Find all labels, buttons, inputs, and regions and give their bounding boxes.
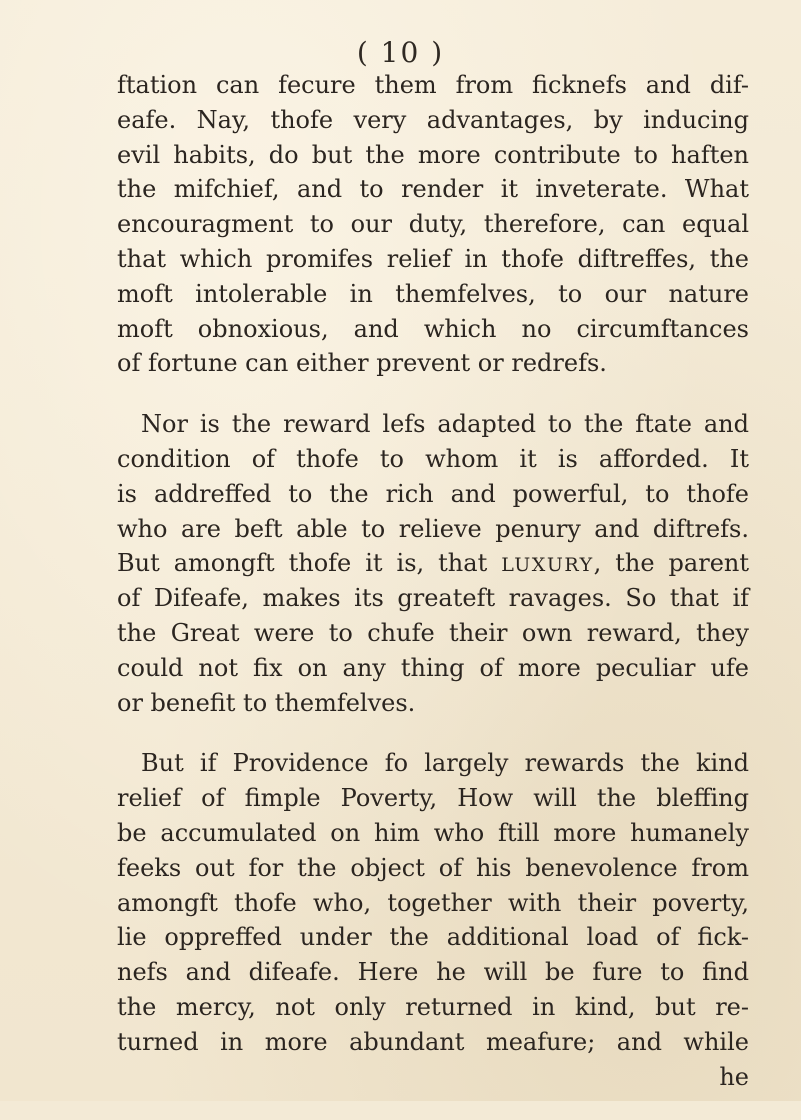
text-line: be accumulated on him who ftill more humanely — [117, 818, 749, 847]
text-line: But amongft thofe it is, that LUXURY, the parent — [117, 549, 749, 578]
text-line: amongft thofe who, together with their poverty, — [117, 888, 749, 917]
text-line: Nor is the reward lefs adapted to the ftate and — [141, 410, 749, 439]
paragraph-2 — [117, 407, 749, 720]
text-line: moft obnoxious, and which no circumftances — [117, 314, 749, 343]
text-line: lie oppreffed under the additional load of fick- — [117, 923, 749, 952]
page-number: ( 10 ) — [356, 36, 445, 69]
text-line: But if Providence fo largely rewards the kind — [141, 749, 749, 778]
text-line: feeks out for the object of his benevolence from — [117, 853, 749, 882]
catchword: he — [719, 1062, 749, 1091]
text-line: condition of thofe to whom it is afforded. It — [117, 444, 749, 473]
text-line: that which promifes relief in thofe diftreffes, the — [117, 244, 749, 273]
paragraph-3 — [117, 746, 749, 1094]
text-line: turned in more abundant meafure; and while — [117, 1027, 749, 1056]
text-line: nefs and difeafe. Here he will be fure to find — [117, 958, 749, 987]
text-line: moft intolerable in themfelves, to our nature — [117, 279, 749, 308]
body-text — [117, 68, 749, 1120]
text-line: could not fix on any thing of more peculiar ufe — [117, 653, 749, 682]
text-line: ftation can fecure them from ficknefs and dif- — [117, 71, 749, 99]
text-line: of fortune can either prevent or redrefs. — [117, 349, 607, 378]
text-line: relief of fimple Poverty, How will the bleffing — [117, 784, 749, 813]
text-line: or benefit to themfelves. — [117, 688, 416, 717]
small-caps-word: LUXURY — [501, 554, 594, 577]
text-line: the mifchief, and to render it inveterate. What — [117, 175, 749, 204]
text-line: encouragment to our duty, therefore, can equal — [117, 210, 749, 239]
text-line: the mercy, not only returned in kind, but re- — [117, 992, 749, 1021]
text-line: evil habits, do but the more contribute to haften — [117, 140, 749, 169]
text-line: the Great were to chufe their own reward, they — [117, 618, 749, 647]
text-line: eafe. Nay, thofe very advantages, by inducing — [117, 105, 749, 134]
text-line: who are beft able to relieve penury and diftrefs. — [117, 514, 749, 543]
text-line: is addreffed to the rich and powerful, to thofe — [117, 479, 749, 508]
paragraph-1 — [117, 68, 749, 381]
text-line: of Difeafe, makes its greateft ravages. So that if — [117, 584, 749, 613]
